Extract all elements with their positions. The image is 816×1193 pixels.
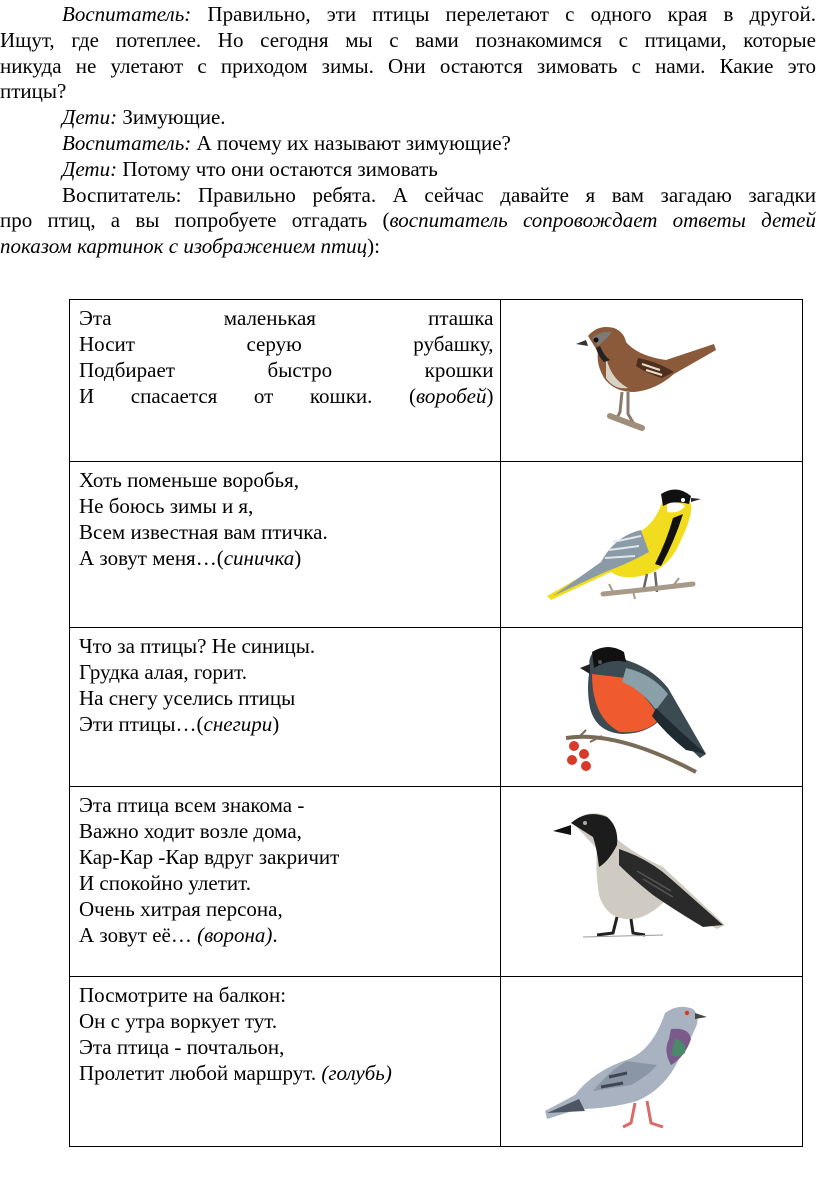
riddle-image-cell <box>501 628 803 787</box>
riddle-line: Что за птицы? Не синицы. <box>79 634 316 658</box>
riddle-text-cell <box>70 462 501 628</box>
riddle-line: Носит серую рубашку, <box>79 332 494 356</box>
riddle-line: Грудка алая, горит. <box>79 660 247 684</box>
intro-paragraph-5-line-1: Воспитатель: Правильно ребята. А сейчас давайте я вам загадаю загадки <box>62 182 816 207</box>
riddle-line: Важно ходит возле дома, <box>79 819 302 843</box>
riddle-image-cell <box>501 300 803 462</box>
riddle-line: Всем известная вам птичка. <box>79 520 328 544</box>
riddle-line: Кар-Кар -Кар вдруг закричит <box>79 845 340 869</box>
intro-text <box>0 2 816 260</box>
riddle-line: Пролетит любой маршрут. (голубь) <box>79 1061 392 1085</box>
riddle-image-cell <box>501 977 803 1147</box>
riddle-row-crow <box>70 787 803 977</box>
intro-paragraph-4: Дети: Потому что они остаются зимовать <box>62 156 438 181</box>
riddle-line: И спокойно улетит. <box>79 871 251 895</box>
intro-paragraph-5-line-3: показом картинок с изображением птиц): <box>0 234 380 259</box>
riddle-line: Подбирает быстро крошки <box>79 358 494 382</box>
riddle-answer: (голубь) <box>321 1061 392 1085</box>
riddle-text-cell <box>70 300 501 462</box>
titmouse-illustration <box>543 480 713 610</box>
riddle-line: Очень хитрая персона, <box>79 897 283 921</box>
intro-paragraph-1-line-3: никуда не улетают с приходом зимы. Они остаются зимовать с нами. Какие это <box>0 53 816 78</box>
riddle-text-cell <box>70 628 501 787</box>
riddle-line: Не боюсь зимы и я, <box>79 494 254 518</box>
riddle-line: Он с утра воркует тут. <box>79 1009 278 1033</box>
riddle-line: Посмотрите на балкон: <box>79 983 287 1007</box>
crow-illustration <box>553 809 733 949</box>
intro-paragraph-1-line-1: Воспитатель: Правильно, эти птицы перелетают с одного края в другой. <box>62 2 816 26</box>
riddle-row-sparrow <box>70 300 803 462</box>
intro-paragraph-2: Дети: Зимующие. <box>62 105 226 130</box>
bullfinch-illustration <box>556 638 716 778</box>
intro-paragraph-3: Воспитатель: А почему их называют зимующие? <box>62 130 511 155</box>
riddle-line: Эти птицы…(снегири) <box>79 712 280 736</box>
riddle-line: На снегу уселись птицы <box>79 686 296 710</box>
riddle-answer: воробей <box>416 384 487 408</box>
intro-paragraph-1-line-2: Ищут, где потеплее. Но сегодня мы с вами познакомимся с птицами, которые <box>0 27 816 52</box>
sparrow-illustration <box>566 316 726 436</box>
riddle-line: И спасается от кошки. (воробей) <box>79 384 494 408</box>
riddles-table <box>69 299 803 1147</box>
riddle-line: Эта птица - почтальон, <box>79 1035 285 1059</box>
riddle-answer: синичка <box>223 546 295 570</box>
riddle-line: А зовут меня…(синичка) <box>79 546 302 570</box>
riddle-image-cell <box>501 787 803 977</box>
pigeon-illustration <box>539 999 719 1139</box>
riddle-row-pigeon <box>70 977 803 1147</box>
riddle-line: Хоть поменьше воробья, <box>79 468 300 492</box>
riddle-line: Эта маленькая пташка <box>79 306 494 330</box>
riddle-answer: (ворона) <box>197 923 273 947</box>
intro-paragraph-5-line-2: про птиц, а вы попробуете отгадать (воспитатель сопровождает ответы детей <box>0 208 816 233</box>
riddle-text-cell <box>70 977 501 1147</box>
riddle-line: А зовут её… (ворона). <box>79 923 278 947</box>
intro-paragraph-1-line-4: птицы? <box>0 79 67 104</box>
riddle-image-cell <box>501 462 803 628</box>
riddle-text-cell <box>70 787 501 977</box>
riddle-row-bullfinch <box>70 628 803 787</box>
riddle-answer: снегири <box>203 712 273 736</box>
riddle-line: Эта птица всем знакома - <box>79 793 305 817</box>
riddle-row-titmouse <box>70 462 803 628</box>
